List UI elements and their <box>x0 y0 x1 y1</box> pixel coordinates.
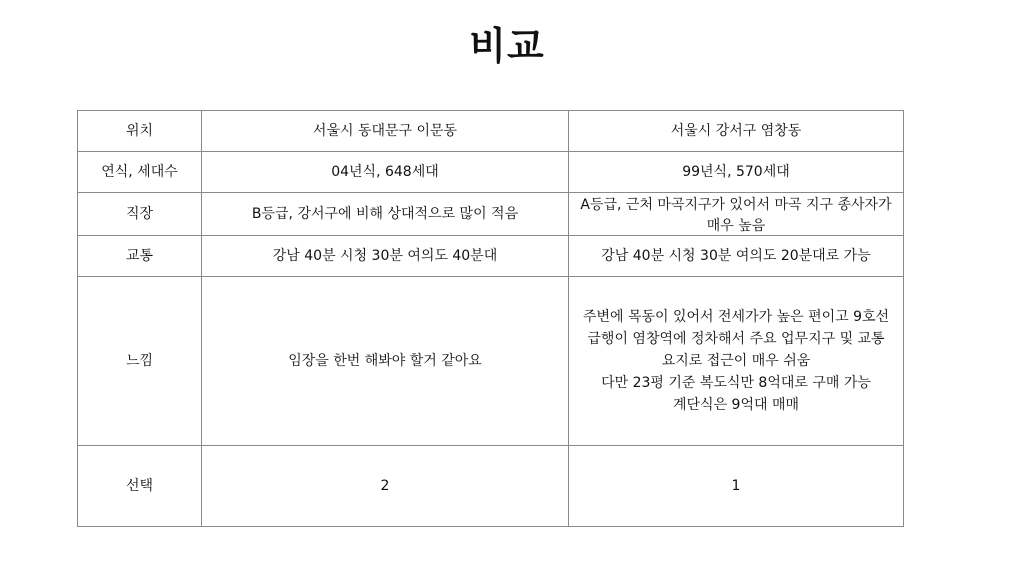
row-label: 연식, 세대수 <box>78 152 202 193</box>
row-label: 직장 <box>78 193 202 236</box>
cell-option-b: 1 <box>569 446 904 527</box>
cell-option-a: 2 <box>202 446 569 527</box>
cell-option-a: 04년식, 648세대 <box>202 152 569 193</box>
cell-option-b <box>569 193 904 236</box>
cell-option-a: B등급, 강서구에 비해 상대적으로 많이 적음 <box>202 193 569 236</box>
row-transport <box>78 236 904 277</box>
row-label: 느낌 <box>78 277 202 446</box>
cell-option-b: 서울시 강서구 염창동 <box>569 111 904 152</box>
cell-option-a: 강남 40분 시청 30분 여의도 40분대 <box>202 236 569 277</box>
slide-title: 비교 <box>469 24 545 68</box>
row-location <box>78 111 904 152</box>
row-workplace <box>78 193 904 236</box>
cell-option-b-text: A등급, 근처 마곡지구가 있어서 마곡 지구 종사자가 매우 높음 <box>580 197 892 234</box>
cell-option-a: 서울시 동대문구 이문동 <box>202 111 569 152</box>
row-label: 선택 <box>78 446 202 527</box>
cell-option-a: 임장을 한번 해봐야 할거 같아요 <box>202 277 569 446</box>
row-label: 위치 <box>78 111 202 152</box>
row-choice <box>78 446 904 527</box>
row-label: 교통 <box>78 236 202 277</box>
cell-option-b-text: 주변에 목동이 있어서 전세가가 높은 편이고 9호선 급행이 염창역에 정차해서 주요 업무지구 및 교통 요지로 접근이 매우 쉬움 다만 23평 기준 복도식만 8억대로 구매 가능 계단식은 9억대 매매 <box>582 309 890 413</box>
cell-option-b <box>569 277 904 446</box>
row-impression <box>78 277 904 446</box>
comparison-table <box>77 110 904 527</box>
cell-option-b: 강남 40분 시청 30분 여의도 20분대로 가능 <box>569 236 904 277</box>
row-year-households <box>78 152 904 193</box>
cell-option-b: 99년식, 570세대 <box>569 152 904 193</box>
